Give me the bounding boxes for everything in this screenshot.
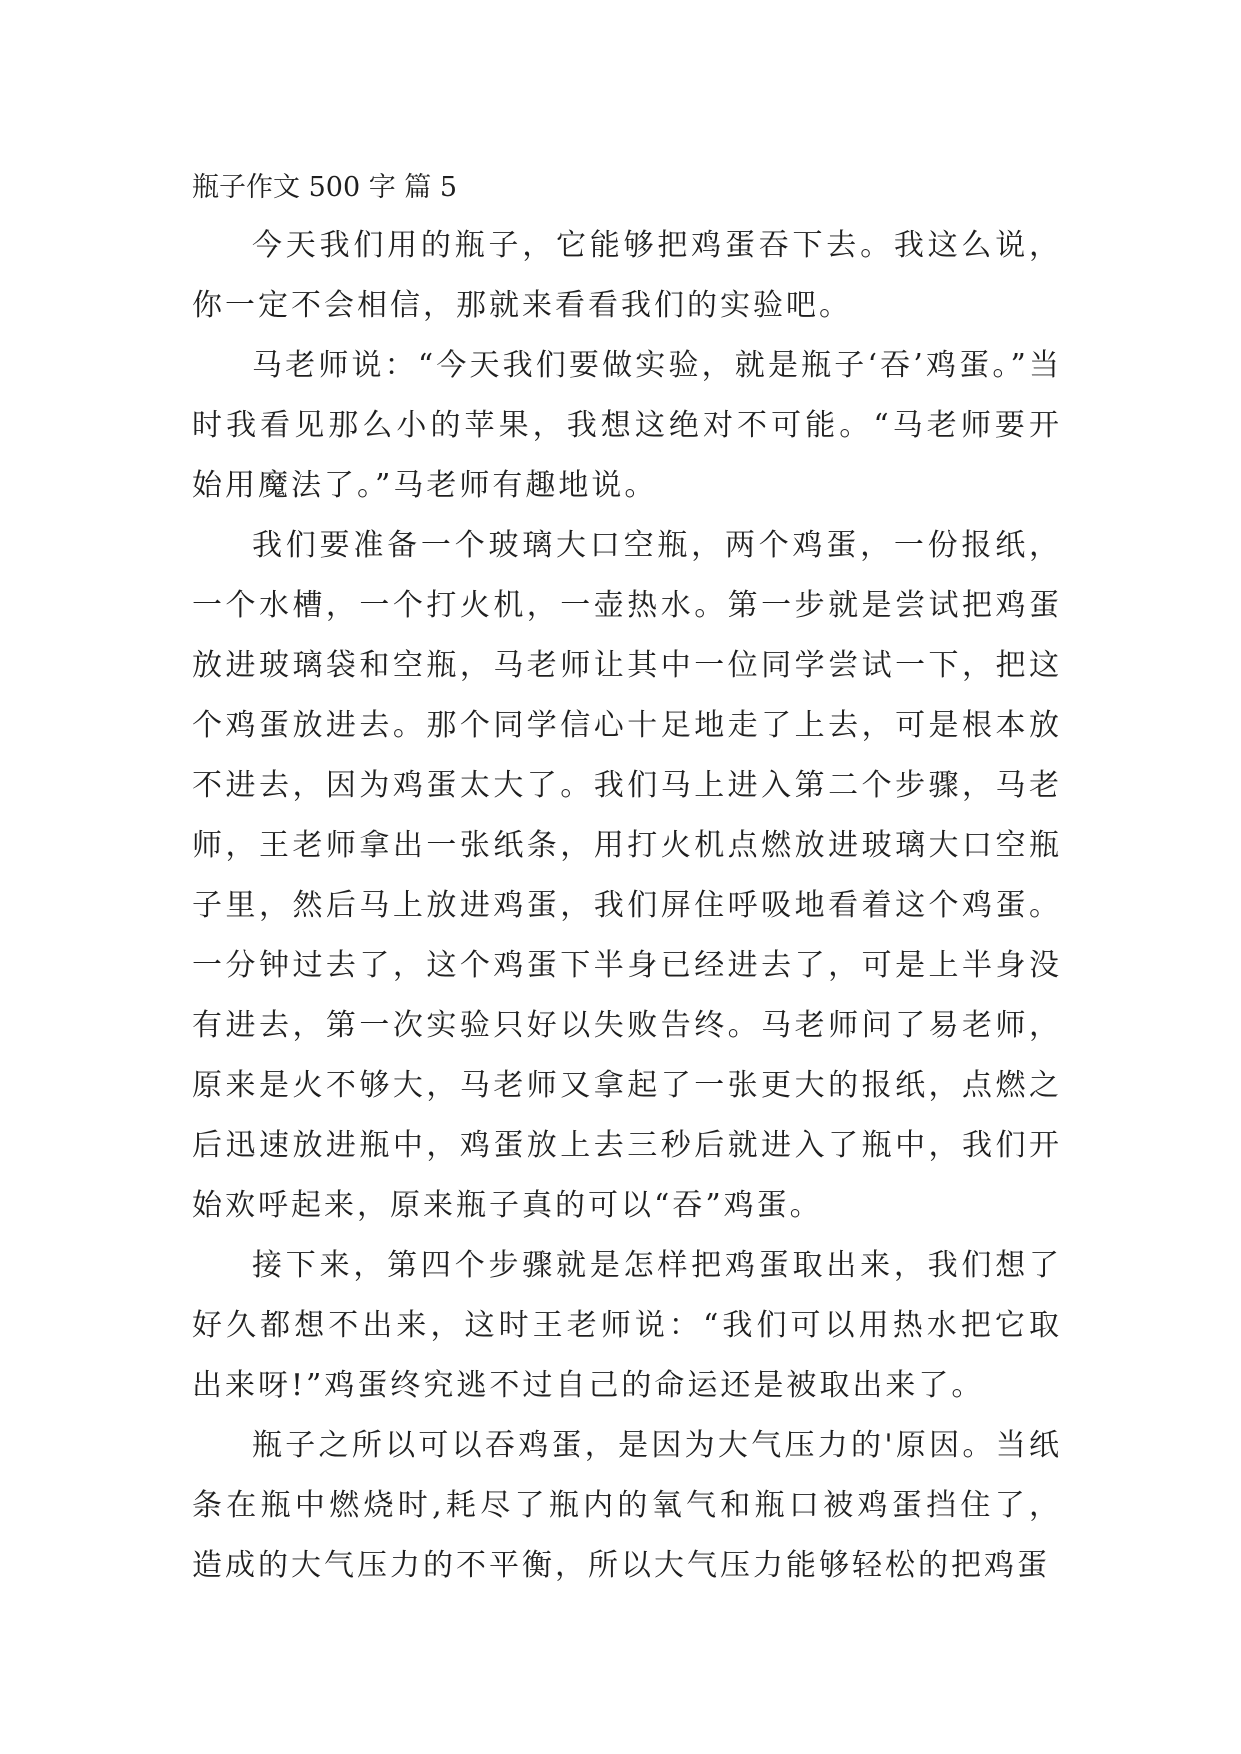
essay-title: 瓶子作文 500 字 篇 5 — [192, 172, 458, 203]
essay-body — [192, 160, 1062, 1596]
paragraph-4: 接下来，第四个步骤就是怎样把鸡蛋取出来，我们想了好久都想不出来，这时王老师说：“我们可以用热水把它取出来呀!”鸡蛋终究逃不过自己的命运还是被取出来了。 — [192, 1248, 1062, 1403]
paragraph-2: 马老师说：“今天我们要做实验，就是瓶子‘吞’鸡蛋。”当时我看见那么小的苹果，我想这绝对不可能。“马老师要开始用魔法了。”马老师有趣地说。 — [192, 348, 1062, 503]
paragraph-3: 我们要准备一个玻璃大口空瓶，两个鸡蛋，一份报纸，一个水槽，一个打火机，一壶热水。第一步就是尝试把鸡蛋放进玻璃袋和空瓶，马老师让其中一位同学尝试一下，把这个鸡蛋放进去。那个同学信心十足地走了上去，可是根本放不进去，因为鸡蛋太大了。我们马上进入第二个步骤，马老师，王老师拿出一张纸条，用打火机点燃放进玻璃大口空瓶子里，然后马上放进鸡蛋，我们屏住呼吸地看着这个鸡蛋。一分钟过去了，这个鸡蛋下半身已经进去了，可是上半身没有进去，第一次实验只好以失败告终。马老师问了易老师，原来是火不够大，马老师又拿起了一张更大的报纸，点燃之后迅速放进瓶中，鸡蛋放上去三秒后就进入了瓶中，我们开始欢呼起来，原来瓶子真的可以“吞”鸡蛋。 — [192, 528, 1062, 1223]
paragraph-5: 瓶子之所以可以吞鸡蛋，是因为大气压力的'原因。当纸条在瓶中燃烧时,耗尽了瓶内的氧气和瓶口被鸡蛋挡住了，造成的大气压力的不平衡，所以大气压力能够轻松的把鸡蛋 — [192, 1428, 1062, 1583]
paragraph-1: 今天我们用的瓶子，它能够把鸡蛋吞下去。我这么说，你一定不会相信，那就来看看我们的实验吧。 — [192, 228, 1062, 323]
